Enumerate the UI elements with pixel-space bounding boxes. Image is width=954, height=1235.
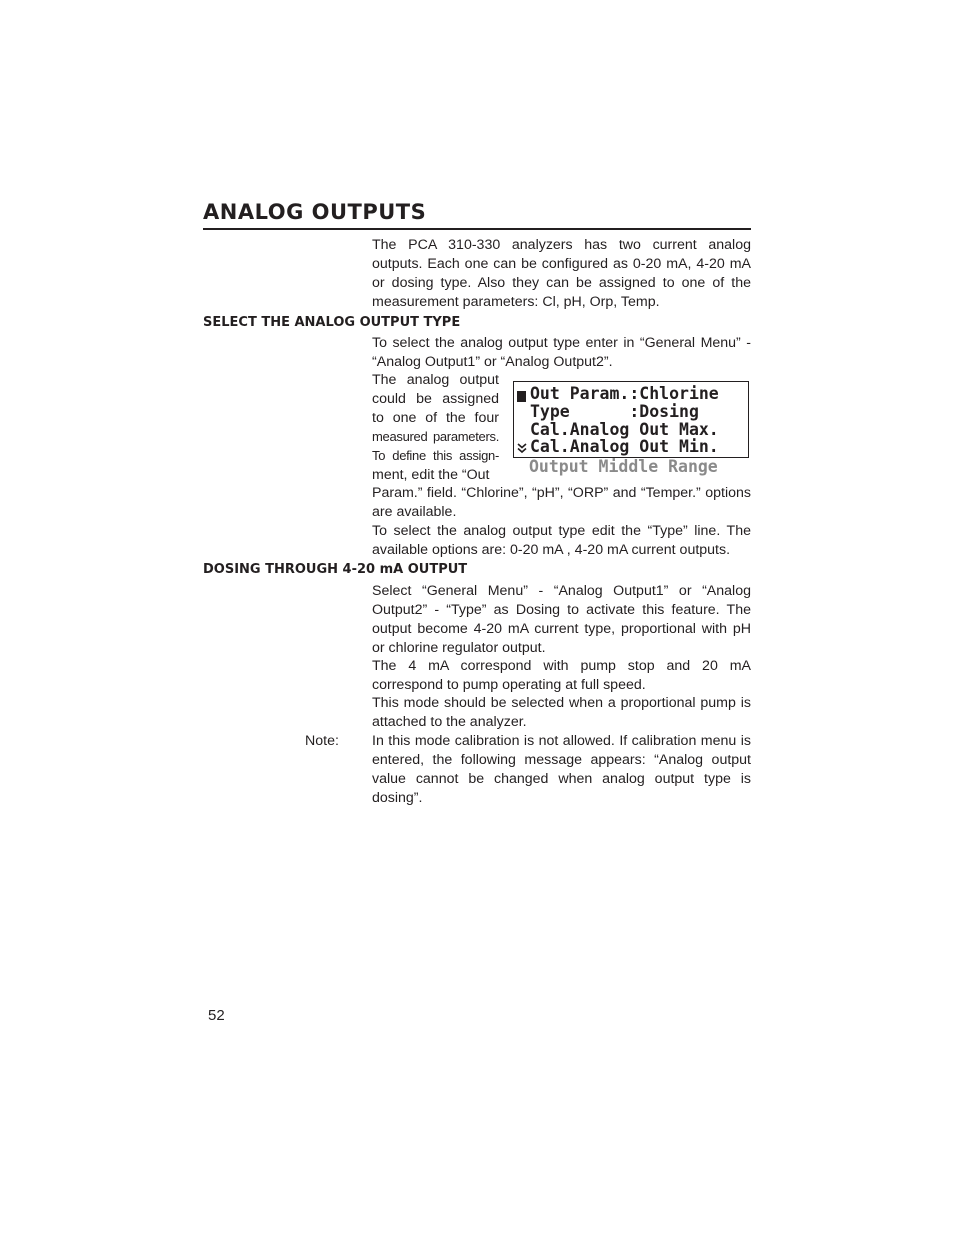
select-type-paragraph-1: To select the analog output type enter in “General Menu” - “Analog Output1” or “Analog Output2”. bbox=[372, 335, 751, 370]
lcd-display bbox=[513, 381, 749, 458]
double-chevron-down-icon bbox=[516, 442, 528, 454]
assign-text-b: measured parameters. To define this assign- bbox=[372, 428, 499, 463]
intro-paragraph: The PCA 310-330 analyzers has two current analog outputs. Each one can be configured as 0-20 mA, 4-20 mA or dosing type. Also they can be assigned to one of the measurement parameters: Cl, pH, Orp, Temp. bbox=[372, 237, 751, 310]
note-paragraph: In this mode calibration is not allowed. If calibration menu is entered, the following message appears: “Analog output value cannot be changed when analog output type is dosing”. bbox=[372, 733, 751, 806]
section-heading-dosing: DOSING THROUGH 4-20 mA OUTPUT bbox=[203, 562, 468, 577]
lcd-cursor-block bbox=[517, 391, 526, 402]
lcd-line-3: Cal.Analog Out Max. bbox=[530, 420, 719, 439]
lcd-line-1: Out Param.:Chlorine bbox=[530, 384, 719, 403]
lcd-line-2: Type :Dosing bbox=[530, 402, 699, 421]
section-heading-select-type: SELECT THE ANALOG OUTPUT TYPE bbox=[203, 315, 461, 330]
lcd-line-4: Cal.Analog Out Min. bbox=[530, 437, 719, 456]
page-number: 52 bbox=[208, 1007, 225, 1024]
dosing-paragraph-1: Select “General Menu” - “Analog Output1” or “Analog Output2” - “Type” as Dosing to activate this feature. The output become 4-20 mA current type, proportional with pH or chlorine regulator output. bbox=[372, 583, 751, 656]
assign-text-c: ment, edit the “Out bbox=[372, 466, 490, 483]
select-type-paragraph-3: To select the analog output type edit the “Type” line. The available options are: 0-20 mA , 4-20 mA current outputs. bbox=[372, 523, 751, 558]
note-label: Note: bbox=[305, 733, 339, 749]
assign-paragraph-continued: Param.” field. “Chlorine”, “pH”, “ORP” and “Temper.” options are available. bbox=[372, 485, 751, 520]
assign-paragraph-narrow bbox=[372, 371, 499, 484]
dosing-paragraph-2: The 4 mA correspond with pump stop and 20 mA correspond to pump operating at full speed. bbox=[372, 658, 751, 693]
assign-text-a: The analog output could be assigned to one of the four bbox=[372, 372, 499, 426]
lcd-line-5-offscreen: Output Middle Range bbox=[529, 457, 718, 476]
page-title: ANALOG OUTPUTS bbox=[203, 199, 751, 230]
dosing-paragraph-3: This mode should be selected when a proportional pump is attached to the analyzer. bbox=[372, 695, 751, 730]
